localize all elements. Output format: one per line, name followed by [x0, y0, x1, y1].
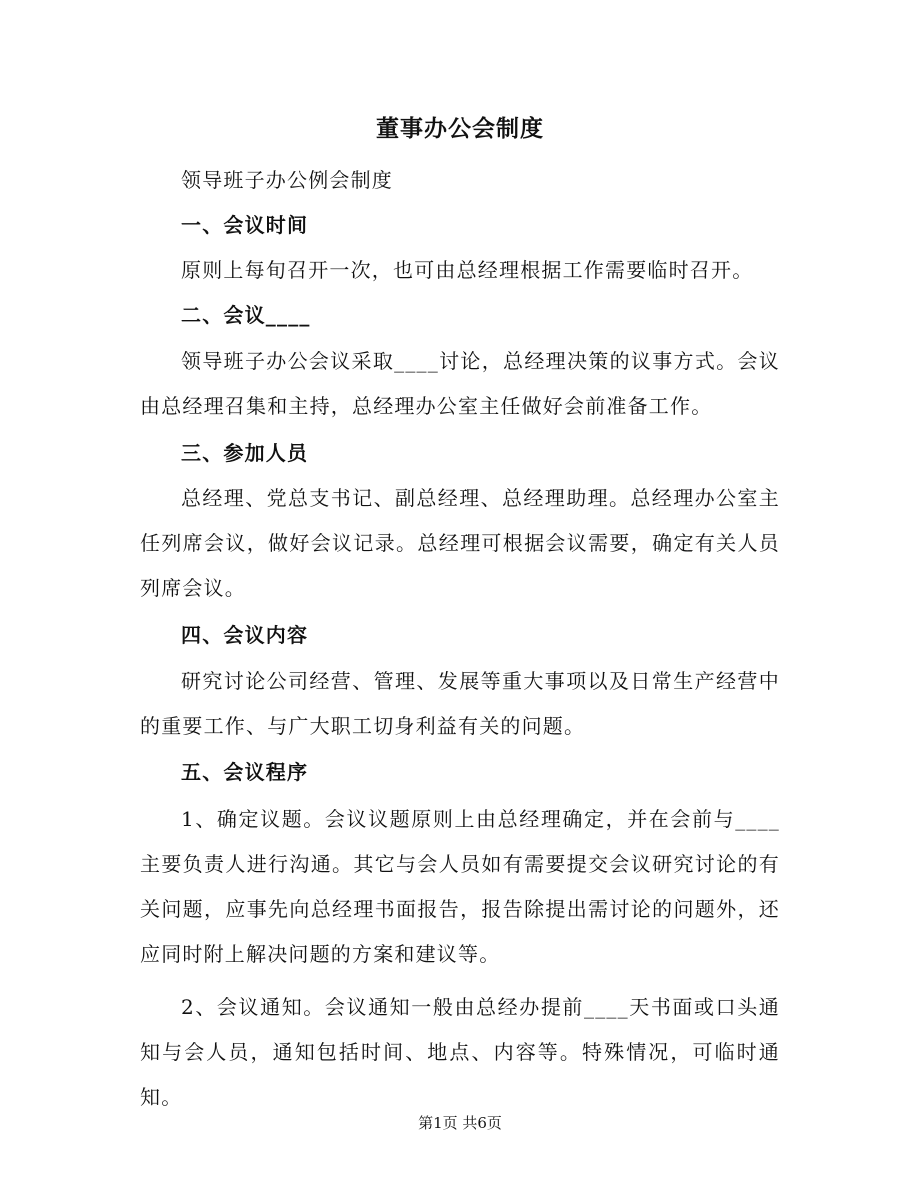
section-paragraph-time: 原则上每旬召开一次，也可由总经理根据工作需要临时召开。 [181, 258, 754, 282]
section-paragraph-content: 研究讨论公司经营、管理、发展等重大事项以及日常生产经营中的重要工作、与广大职工切身利益有关的问题。 [140, 669, 780, 738]
section-heading-method: 二、会议____ [181, 303, 311, 327]
section-paragraph-procedure-1: 1、确定议题。会议议题原则上由总经理确定，并在会前与____主要负责人进行沟通。其它与会人员如有需要提交会议研究讨论的有关问题，应事先向总经理书面报告，报告除提出需讨论的问题外，还应同时附上解决问题的方案和建议等。 [140, 807, 780, 966]
section-heading-content: 四、会议内容 [181, 623, 309, 647]
section-paragraph-attendees: 总经理、党总支书记、副总经理、总经理助理。总经理办公室主任列席会议，做好会议记录。总经理可根据会议需要，确定有关人员列席会议。 [140, 486, 780, 600]
section-heading-procedure: 五、会议程序 [181, 760, 309, 784]
document-subtitle: 领导班子办公例会制度 [181, 168, 393, 192]
section-paragraph-procedure-2: 2、会议通知。会议通知一般由总经办提前____天书面或口头通知与会人员，通知包括时间、地点、内容等。特殊情况，可临时通知。 [140, 995, 780, 1109]
section-paragraph-method: 领导班子办公会议采取____讨论，总经理决策的议事方式。会议由总经理召集和主持，总经理办公室主任做好会前准备工作。 [140, 349, 780, 418]
page-number-footer: 第1页 共6页 [418, 1114, 502, 1132]
document-title: 董事办公会制度 [376, 115, 544, 142]
section-heading-time: 一、会议时间 [181, 213, 309, 237]
section-heading-attendees: 三、参加人员 [181, 441, 309, 465]
